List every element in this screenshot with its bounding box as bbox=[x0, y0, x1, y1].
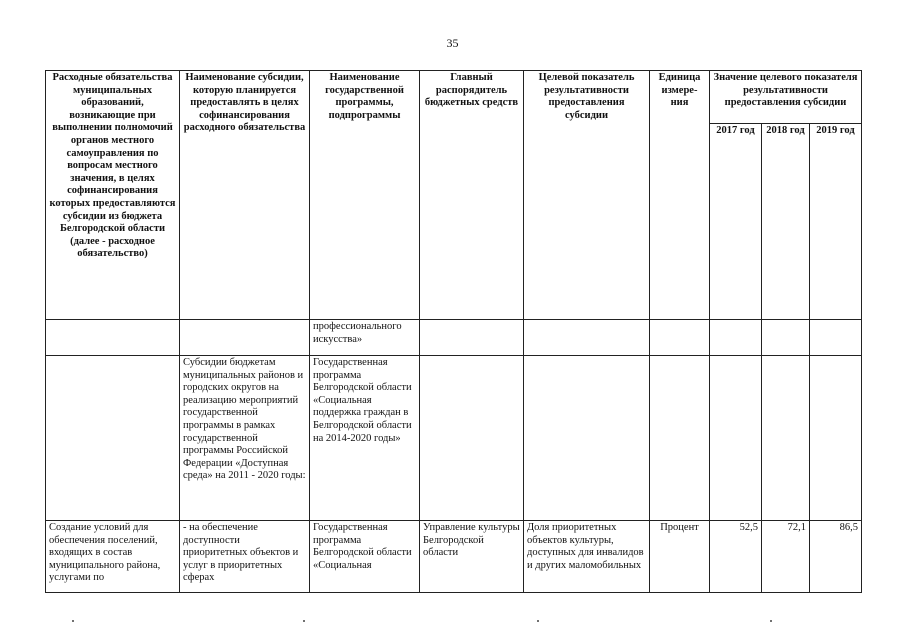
scan-marks bbox=[0, 620, 905, 626]
header-program-name: Наименование государственной программы, подпрограммы bbox=[310, 71, 420, 320]
header-year-2019: 2019 год bbox=[810, 124, 862, 320]
cell-indicator bbox=[524, 320, 650, 356]
cell-manager bbox=[420, 320, 524, 356]
cell-subsidy: - на обеспечение доступности приоритетных объектов и услуг в приоритетных сферах bbox=[180, 521, 310, 593]
header-unit: Единица измере-ния bbox=[650, 71, 710, 320]
scan-mark bbox=[537, 620, 539, 622]
cell-obligation bbox=[46, 320, 180, 356]
subsidy-table bbox=[45, 70, 862, 593]
scan-mark bbox=[303, 620, 305, 622]
cell-indicator bbox=[524, 356, 650, 521]
cell-obligation: Создание условий для обеспечения поселений, входящих в состав муниципального района, услугами по bbox=[46, 521, 180, 593]
cell-value-2017: 52,5 bbox=[710, 521, 762, 593]
scan-mark bbox=[770, 620, 772, 622]
header-target-value: Значение целевого показателя результативности предоставления субсидии bbox=[710, 71, 862, 124]
cell-obligation bbox=[46, 356, 180, 521]
header-row bbox=[46, 71, 862, 124]
cell-unit bbox=[650, 320, 710, 356]
table-row bbox=[46, 356, 862, 521]
cell-program: профессионального искусства» bbox=[310, 320, 420, 356]
table-row bbox=[46, 320, 862, 356]
header-subsidy-name: Наименование субсидии, которую планируется предоставлять в целях софинансирования расходного обязательства bbox=[180, 71, 310, 320]
table-row bbox=[46, 521, 862, 593]
cell-value-2018 bbox=[762, 320, 810, 356]
cell-value-2017 bbox=[710, 320, 762, 356]
cell-value-2017 bbox=[710, 356, 762, 521]
cell-value-2019 bbox=[810, 320, 862, 356]
cell-value-2018 bbox=[762, 356, 810, 521]
cell-value-2019 bbox=[810, 356, 862, 521]
cell-value-2018: 72,1 bbox=[762, 521, 810, 593]
cell-subsidy bbox=[180, 320, 310, 356]
cell-indicator: Доля приоритетных объектов культуры, доступных для инвалидов и других маломобильных bbox=[524, 521, 650, 593]
cell-unit: Процент bbox=[650, 521, 710, 593]
cell-manager: Управление культуры Белгородской области bbox=[420, 521, 524, 593]
cell-unit bbox=[650, 356, 710, 521]
header-obligations: Расходные обязательства муниципальных образований, возникающие при выполнении полномочий органов местного самоуправления по вопросам местного значения, в целях софинансирования которых предоставляются субсидии из бюджета Белгородской области (далее - расходное обязательство) bbox=[46, 71, 180, 320]
cell-manager bbox=[420, 356, 524, 521]
cell-program: Государственная программа Белгородской области «Социальная поддержка граждан в Белгородской области на 2014-2020 годы» bbox=[310, 356, 420, 521]
cell-subsidy: Субсидии бюджетам муниципальных районов и городских округов на реализацию мероприятий государственной программы в рамках государственной программы Российской Федерации «Доступная среда» на 2011 - 2020 годы: bbox=[180, 356, 310, 521]
cell-value-2019: 86,5 bbox=[810, 521, 862, 593]
cell-program: Государственная программа Белгородской области «Социальная bbox=[310, 521, 420, 593]
header-main-manager: Главный распорядитель бюджетных средств bbox=[420, 71, 524, 320]
scan-mark bbox=[72, 620, 74, 622]
header-target-indicator: Целевой показатель результативности предоставления субсидии bbox=[524, 71, 650, 320]
header-year-2017: 2017 год bbox=[710, 124, 762, 320]
page-number: 35 bbox=[446, 36, 459, 50]
header-year-2018: 2018 год bbox=[762, 124, 810, 320]
